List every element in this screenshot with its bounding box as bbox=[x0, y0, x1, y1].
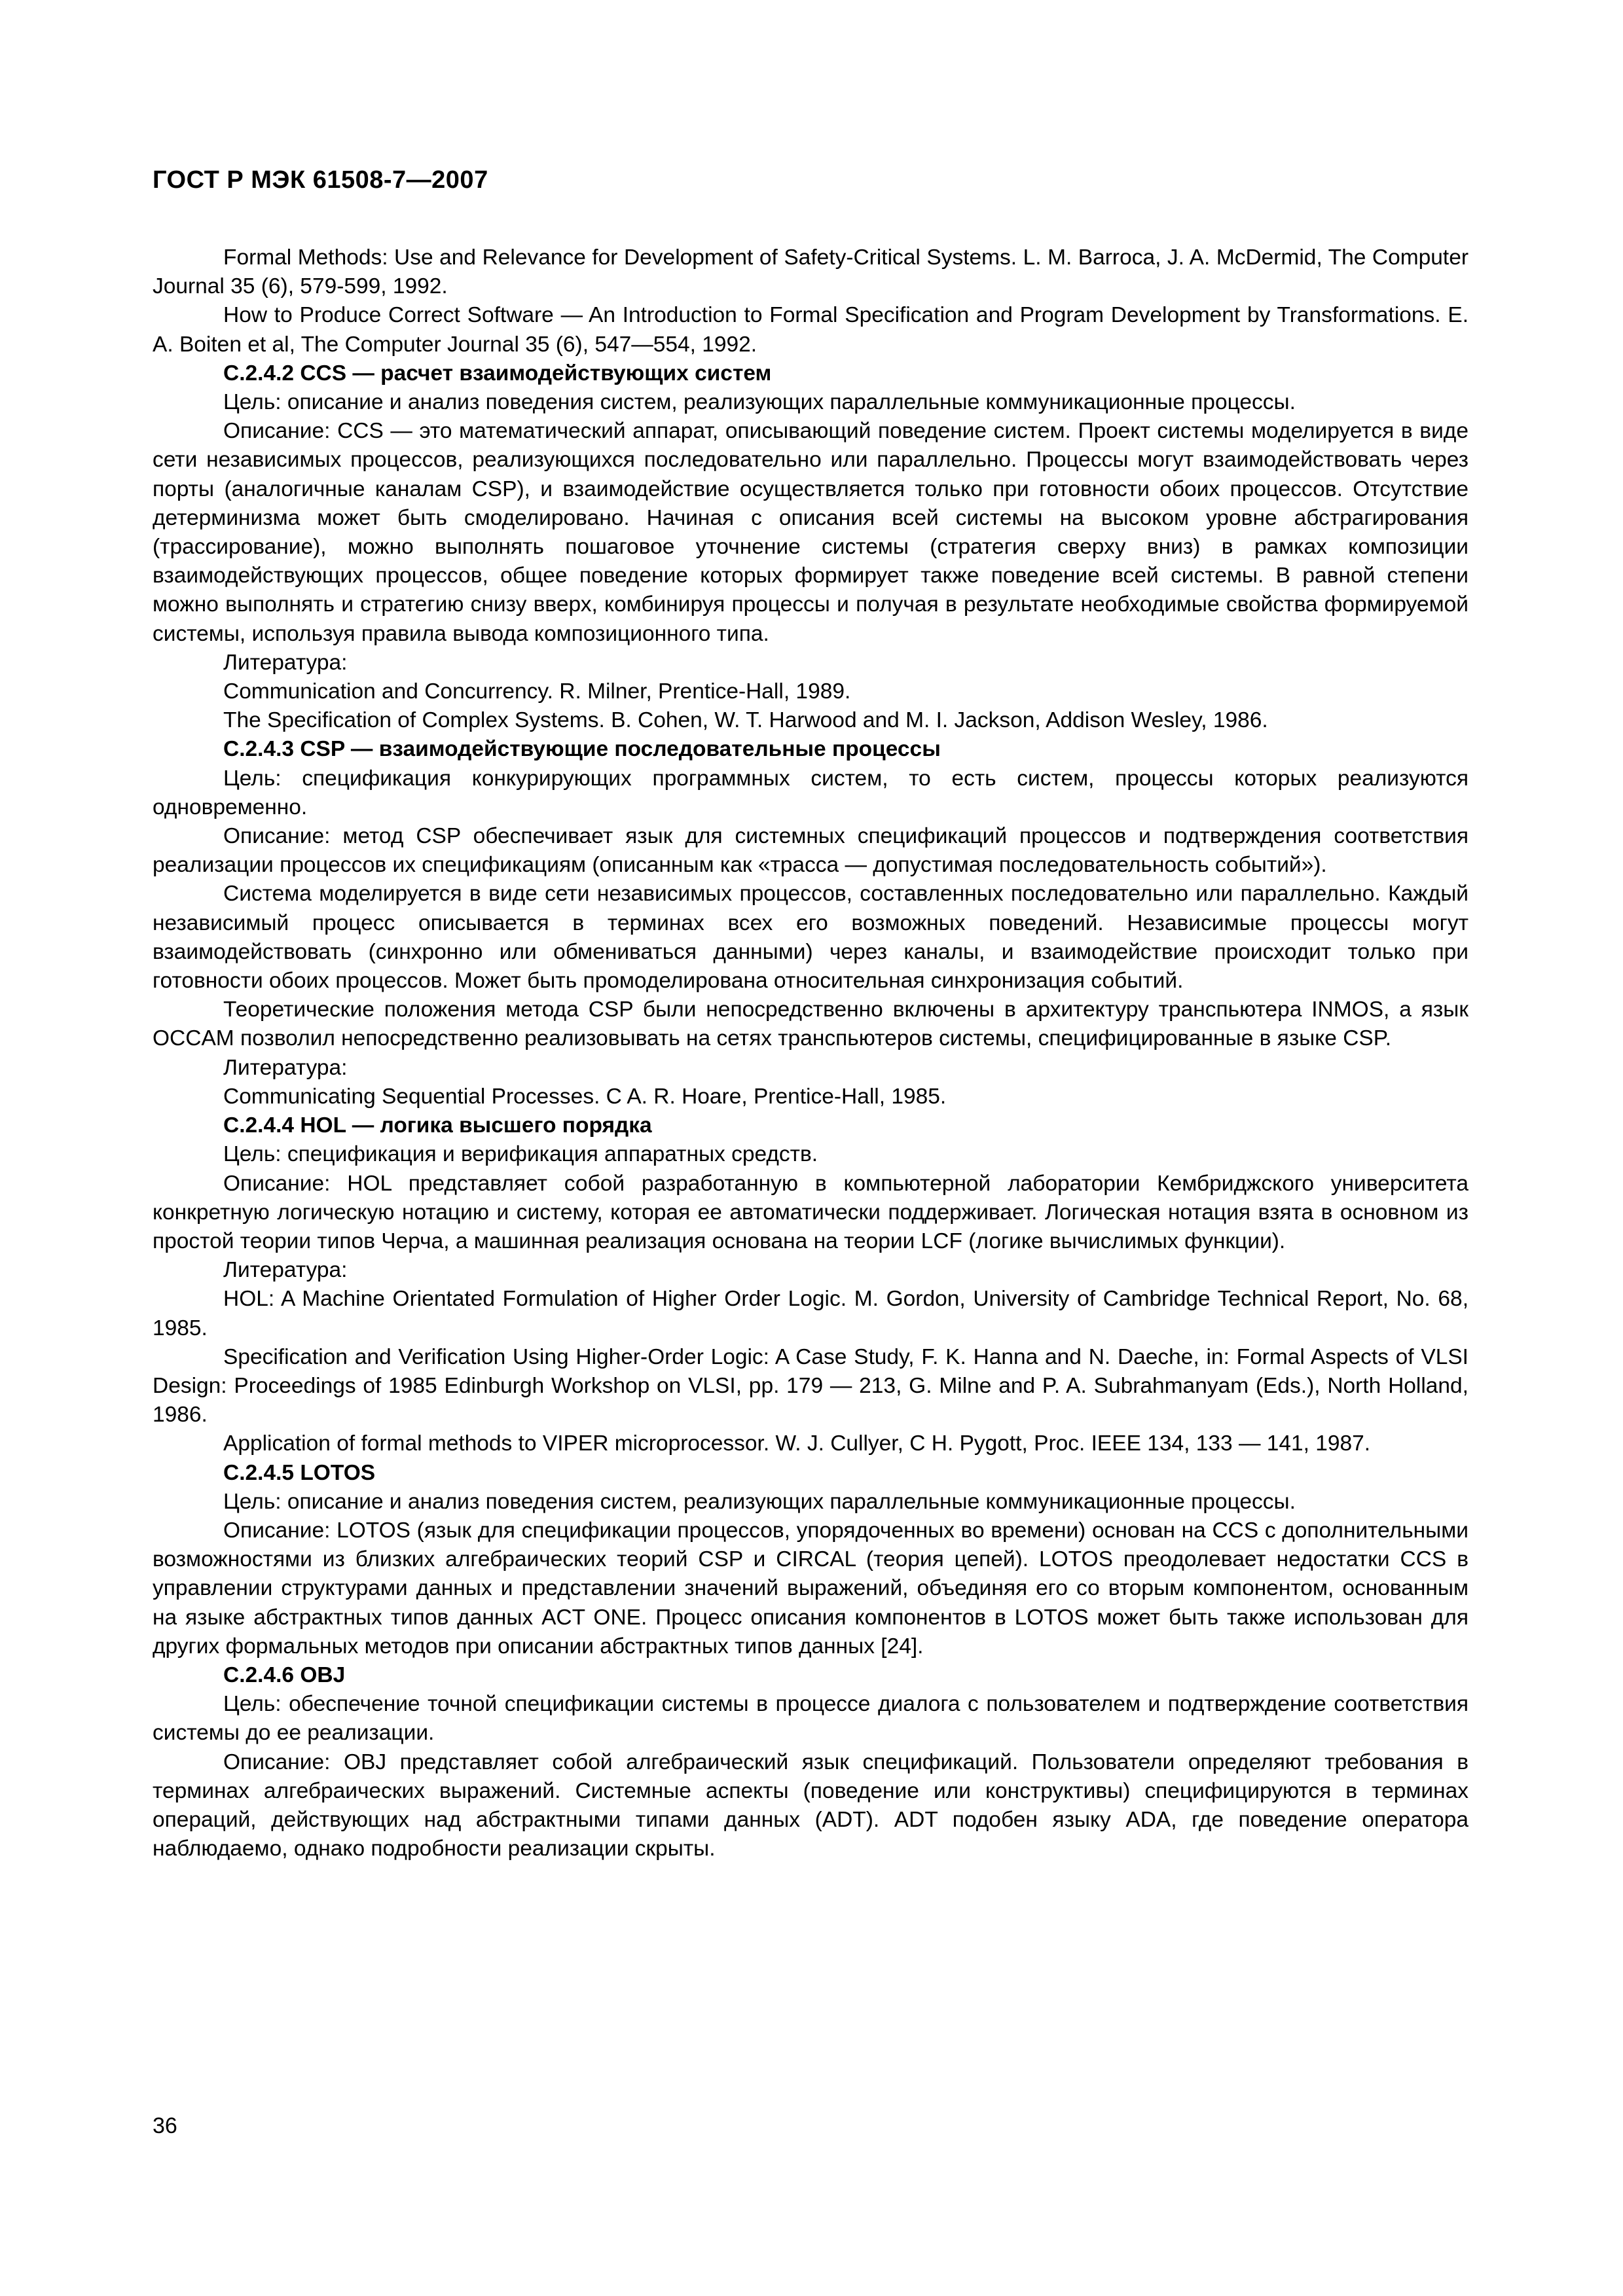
section-goal: Цель: описание и анализ поведения систем, реализующих параллельные коммуникационные процессы. bbox=[223, 1489, 1296, 1514]
section-description: Описание: метод CSP обеспечивает язык для системных спецификаций процессов и подтверждения соответствия реализации процессов их спецификациям (описанным как «трасса — допустимая последовательность событий»). bbox=[153, 824, 1468, 878]
literature-label: Литература: bbox=[223, 1055, 348, 1080]
reference-entry: Communication and Concurrency. R. Milner, Prentice-Hall, 1989. bbox=[223, 679, 851, 704]
section-goal: Цель: обеспечение точной спецификации системы в процессе диалога с пользователем и подтверждение соответствия системы до ее реализации. bbox=[153, 1692, 1468, 1746]
section-paragraph: Система моделируется в виде сети независимых процессов, составленных последовательно или параллельно. Каждый независимый процесс описывается в терминах всех его возможных поведений. Независимые процессы могут взаимодействовать (синхронно или обмениваться данными) через каналы, и взаимодействие происходит только при готовности обоих процессов. Может быть промоделирована относительная синхронизация событий. bbox=[153, 882, 1468, 994]
literature-label: Литература: bbox=[223, 650, 348, 675]
section-goal: Цель: спецификация конкурирующих программных систем, то есть систем, процессы которых реализуются одновременно. bbox=[153, 766, 1468, 819]
section-goal: Цель: спецификация и верификация аппаратных средств. bbox=[223, 1142, 818, 1167]
section-heading-ccs: C.2.4.2 CCS — расчет взаимодействующих систем bbox=[223, 361, 772, 386]
section-description: Описание: CCS — это математический аппарат, описывающий поведение систем. Проект системы моделируется в виде сети независимых процессов, реализующихся последовательно или параллельно. Процессы могут взаимодействовать через порты (аналогичные каналам CSP), и взаимодействие осуществляется только при готовности обоих процессов. Отсутствие детерминизма может быть смоделировано. Начиная с описания всей системы на высоком уровне абстрагирования (трассирование), можно выполнять пошаговое уточнение системы (стратегия сверху вниз) в рамках композиции взаимодействующих процессов, общее поведение которых формирует также поведение всей системы. В равной степени можно выполнять и стратегию снизу вверх, комбинируя процессы и получая в результате необходимые свойства формируемой системы, используя правила вывода композиционного типа. bbox=[153, 419, 1468, 646]
section-description: Описание: OBJ представляет собой алгебраический язык спецификаций. Пользователи определяют требования в терминах алгебраических выражений. Системные аспекты (поведение или конструктивы) специфицируются в терминах операций, действующих над абстрактными типами данных (ADT). ADT подобен языку ADA, где поведение оператора наблюдаемо, однако подробности реализации скрыты. bbox=[153, 1749, 1468, 1861]
section-heading-hol: C.2.4.4 HOL — логика высшего порядка bbox=[223, 1113, 652, 1138]
page-number: 36 bbox=[153, 2113, 177, 2138]
section-description: Описание: LOTOS (язык для спецификации процессов, упорядоченных во времени) основан на CCS с дополнительными возможностями из близких алгебраических теорий CSP и CIRCAL (теория цепей). LOTOS преодолевает недостатки CCS в управлении структурами данных и представлении значений выражений, объединяя его со вторым компонентом, основанным на языке абстрактных типов данных ACT ONE. Процесс описания компонентов в LOTOS может быть также использован для других формальных методов при описании абстрактных типов данных [24]. bbox=[153, 1518, 1468, 1659]
section-description: Описание: HOL представляет собой разработанную в компьютерной лаборатории Кембриджского университета конкретную логическую нотацию и систему, которая ее автоматически поддерживает. Логическая нотация взята в основном из простой теории типов Черча, а машинная реализация основана на теории LCF (логике вычислимых функции). bbox=[153, 1171, 1468, 1253]
reference-entry: How to Produce Correct Software — An Introduction to Formal Specification and Program Development by Transformations. E. A. Boiten et al, The Computer Journal 35 (6), 547—554, 1992. bbox=[153, 303, 1468, 357]
reference-entry: Specification and Verification Using Higher-Order Logic: A Case Study, F. K. Hanna and N. Daeche, in: Formal Aspects of VLSI Design: Proceedings of 1985 Edinburgh Workshop on VLSI, pp. 179 — 213, G. Milne and P. A. Subrahmanyam (Eds.), North Holland, 1986. bbox=[153, 1344, 1468, 1427]
section-heading-csp: C.2.4.3 CSP — взаимодействующие последовательные процессы bbox=[223, 737, 941, 762]
reference-entry: Application of formal methods to VIPER microprocessor. W. J. Cullyer, C H. Pygott, Proc. IEEE 134, 133 — 141, 1987. bbox=[223, 1431, 1371, 1456]
section-goal: Цель: описание и анализ поведения систем, реализующих параллельные коммуникационные процессы. bbox=[223, 390, 1296, 415]
reference-entry: HOL: A Machine Orientated Formulation of Higher Order Logic. M. Gordon, University of Cambridge Technical Report, No. 68, 1985. bbox=[153, 1287, 1468, 1340]
reference-entry: Communicating Sequential Processes. C A. R. Hoare, Prentice-Hall, 1985. bbox=[223, 1084, 947, 1109]
section-heading-obj: C.2.4.6 OBJ bbox=[223, 1662, 346, 1687]
page-body bbox=[153, 243, 1468, 1863]
reference-entry: Formal Methods: Use and Relevance for Development of Safety-Critical Systems. L. M. Barroca, J. A. McDermid, The Computer Journal 35 (6), 579-599, 1992. bbox=[153, 245, 1468, 299]
document-header: ГОСТ Р МЭК 61508-7—2007 bbox=[153, 166, 488, 194]
section-heading-lotos: C.2.4.5 LOTOS bbox=[223, 1460, 376, 1485]
reference-entry: The Specification of Complex Systems. B. Cohen, W. T. Harwood and M. I. Jackson, Addison Wesley, 1986. bbox=[223, 708, 1268, 733]
section-paragraph: Теоретические положения метода CSP были непосредственно включены в архитектуру транспьютера INMOS, а язык OCCAM позволил непосредственно реализовывать на сетях транспьютеров системы, специфицированные в языке CSP. bbox=[153, 997, 1468, 1051]
literature-label: Литература: bbox=[223, 1258, 348, 1283]
